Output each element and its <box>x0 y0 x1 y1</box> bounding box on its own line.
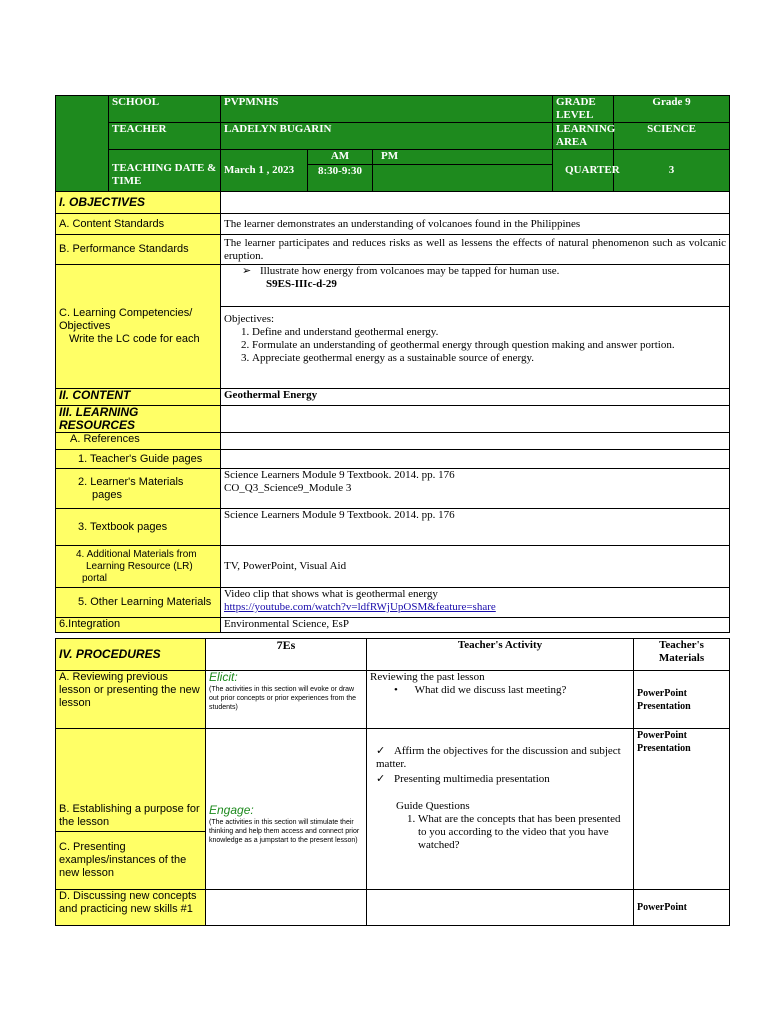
performance-standards-value: The learner participates and reduces risks as well as lessens the effects of natural phenomenon such as volcanic eruption. <box>221 235 730 265</box>
lc-competency-cell <box>221 265 730 307</box>
check-icon: ✓ <box>376 773 386 785</box>
lc-label-line-2: Objectives <box>59 320 111 332</box>
grade-level-label: GRADE LEVEL <box>553 96 614 123</box>
learners-materials-value <box>221 469 730 509</box>
am-label: AM <box>308 150 373 165</box>
textbook-pages-label: 3. Textbook pages <box>56 509 221 546</box>
pm-time <box>373 165 553 192</box>
quarter-label: QUARTER <box>553 150 614 192</box>
row-a-activity-title: Reviewing the past lesson <box>370 671 485 683</box>
lc-label-line-3: Write the LC code for each <box>69 333 200 345</box>
grade-level-value: Grade 9 <box>614 96 730 123</box>
row-d-7es <box>206 890 367 926</box>
lm-label-line-2: pages <box>92 488 122 501</box>
engage-check-1: Affirm the objectives for the discussion and subject matter. <box>376 745 621 770</box>
lc-bullet-icon: ➢ <box>242 265 252 277</box>
guide-questions-list <box>370 813 630 852</box>
teachers-guide-label: 1. Teacher's Guide pages <box>56 450 221 469</box>
learning-resources-empty <box>221 406 730 433</box>
engage-cell <box>206 729 367 890</box>
teacher-value: LADELYN BUGARIN <box>221 123 553 150</box>
other-materials-text: Video clip that shows what is geothermal energy <box>224 588 438 600</box>
lc-code: S9ES-IIIc-d-29 <box>266 278 337 290</box>
pm-label: PM <box>373 150 553 165</box>
references-empty <box>221 433 730 450</box>
row-a-bullet-text: What did we discuss last meeting? <box>414 684 567 696</box>
row-a-activity <box>367 671 634 729</box>
content-standards-value: The learner demonstrates an understanding of volcanoes found in the Philippines <box>221 214 730 235</box>
lc-bullet-text: Illustrate how energy from volcanoes may be tapped for human use. <box>259 265 560 277</box>
check-icon: ✓ <box>376 745 386 757</box>
lm-label-line-1: 2. Learner's Materials <box>78 475 184 488</box>
engage-title: Engage: <box>209 802 254 817</box>
objective-item: 2. Formulate an understanding of geothermal energy through question making and answer portion. <box>252 339 726 352</box>
procedures-table <box>55 638 730 926</box>
row-a-materials: PowerPoint Presentation <box>634 671 730 729</box>
teaching-date-value: March 1 , 2023 <box>221 150 308 192</box>
teacher-label: TEACHER <box>109 123 221 150</box>
row-d-label: D. Discussing new concepts and practicing new skills #1 <box>56 890 206 926</box>
learning-competencies-label <box>56 265 221 389</box>
am-label-line-2: Learning Resource (LR) <box>86 560 193 572</box>
quarter-value: 3 <box>614 150 730 192</box>
additional-materials-value: TV, PowerPoint, Visual Aid <box>221 546 730 588</box>
guide-questions-title: Guide Questions <box>396 800 470 812</box>
objectives-list-cell <box>221 307 730 389</box>
objectives-list <box>224 326 726 365</box>
content-value: Geothermal Energy <box>221 389 730 406</box>
learning-area-label: LEARNING AREA <box>553 123 614 150</box>
row-bc-activity <box>367 729 634 890</box>
objective-item: 1. Define and understand geothermal energy. <box>252 326 726 339</box>
objectives-heading-empty <box>221 192 730 214</box>
engage-check-2: Presenting multimedia presentation <box>393 773 550 785</box>
row-a-bullet-icon: • <box>394 684 398 696</box>
teachers-guide-value <box>221 450 730 469</box>
row-d-activity <box>367 890 634 926</box>
row-c-label: C. Presenting examples/instances of the new lesson <box>56 832 206 890</box>
integration-label: 6.Integration <box>56 618 221 633</box>
row-d-materials: PowerPoint <box>634 890 730 926</box>
school-label: SCHOOL <box>109 96 221 123</box>
elicit-cell <box>206 671 367 729</box>
col-teachers-activity-header: Teacher's Activity <box>367 639 634 671</box>
am-label-line-1: 4. Additional Materials from <box>76 548 197 560</box>
am-label-line-3: portal <box>82 572 108 584</box>
guide-question: 1. What are the concepts that has been presented to you according to the video that you have watched? <box>418 813 630 852</box>
other-materials-value <box>221 588 730 618</box>
row-bc-materials: PowerPoint Presentation <box>634 729 730 890</box>
references-label: A. References <box>56 433 221 450</box>
procedures-heading: IV. PROCEDURES <box>56 639 206 671</box>
teaching-date-label: TEACHING DATE & TIME <box>109 150 221 192</box>
header-green-block <box>56 96 109 192</box>
row-a-label: A. Reviewing previous lesson or presenting the new lesson <box>56 671 206 729</box>
engage-description: (The activities in this section will stimulate their thinking and help them access and connect prior knowledge as a jumpstart to the present lesson) <box>209 818 360 844</box>
elicit-title: Elicit: <box>209 670 238 684</box>
learners-materials-label <box>56 469 221 509</box>
learning-area-value: SCIENCE <box>614 123 730 150</box>
elicit-description: (The activities in this section will evoke or draw out prior concepts or prior experiences from the students) <box>209 686 357 711</box>
am-time: 8:30-9:30 <box>308 165 373 192</box>
objectives-title: Objectives: <box>224 313 275 325</box>
objective-item: 3. Appreciate geothermal energy as a sustainable source of energy. <box>252 352 726 365</box>
additional-materials-label <box>56 546 221 588</box>
learning-resources-heading: III. LEARNING RESOURCES <box>56 406 221 433</box>
lm-value-line-2: CO_Q3_Science9_Module 3 <box>224 482 352 494</box>
lesson-plan-info-table <box>55 95 730 633</box>
other-materials-label: 5. Other Learning Materials <box>56 588 221 618</box>
lc-label-line-1: C. Learning Competencies/ <box>59 307 193 319</box>
row-b-label: B. Establishing a purpose for the lesson <box>56 729 206 832</box>
content-heading: II. CONTENT <box>56 389 221 406</box>
textbook-pages-value: Science Learners Module 9 Textbook. 2014. pp. 176 <box>221 509 730 546</box>
lm-value-line-1: Science Learners Module 9 Textbook. 2014. pp. 176 <box>224 469 455 481</box>
content-standards-label: A. Content Standards <box>56 214 221 235</box>
col-teachers-materials-header: Teacher's Materials <box>634 639 730 671</box>
objectives-heading: I. OBJECTIVES <box>56 192 221 214</box>
integration-value: Environmental Science, EsP <box>221 618 730 633</box>
school-value: PVPMNHS <box>221 96 553 123</box>
col-7es-header: 7Es <box>206 639 367 671</box>
performance-standards-label: B. Performance Standards <box>56 235 221 265</box>
youtube-video-link[interactable]: https://youtube.com/watch?v=ldfRWjUpOSM&feature=share <box>224 601 496 613</box>
